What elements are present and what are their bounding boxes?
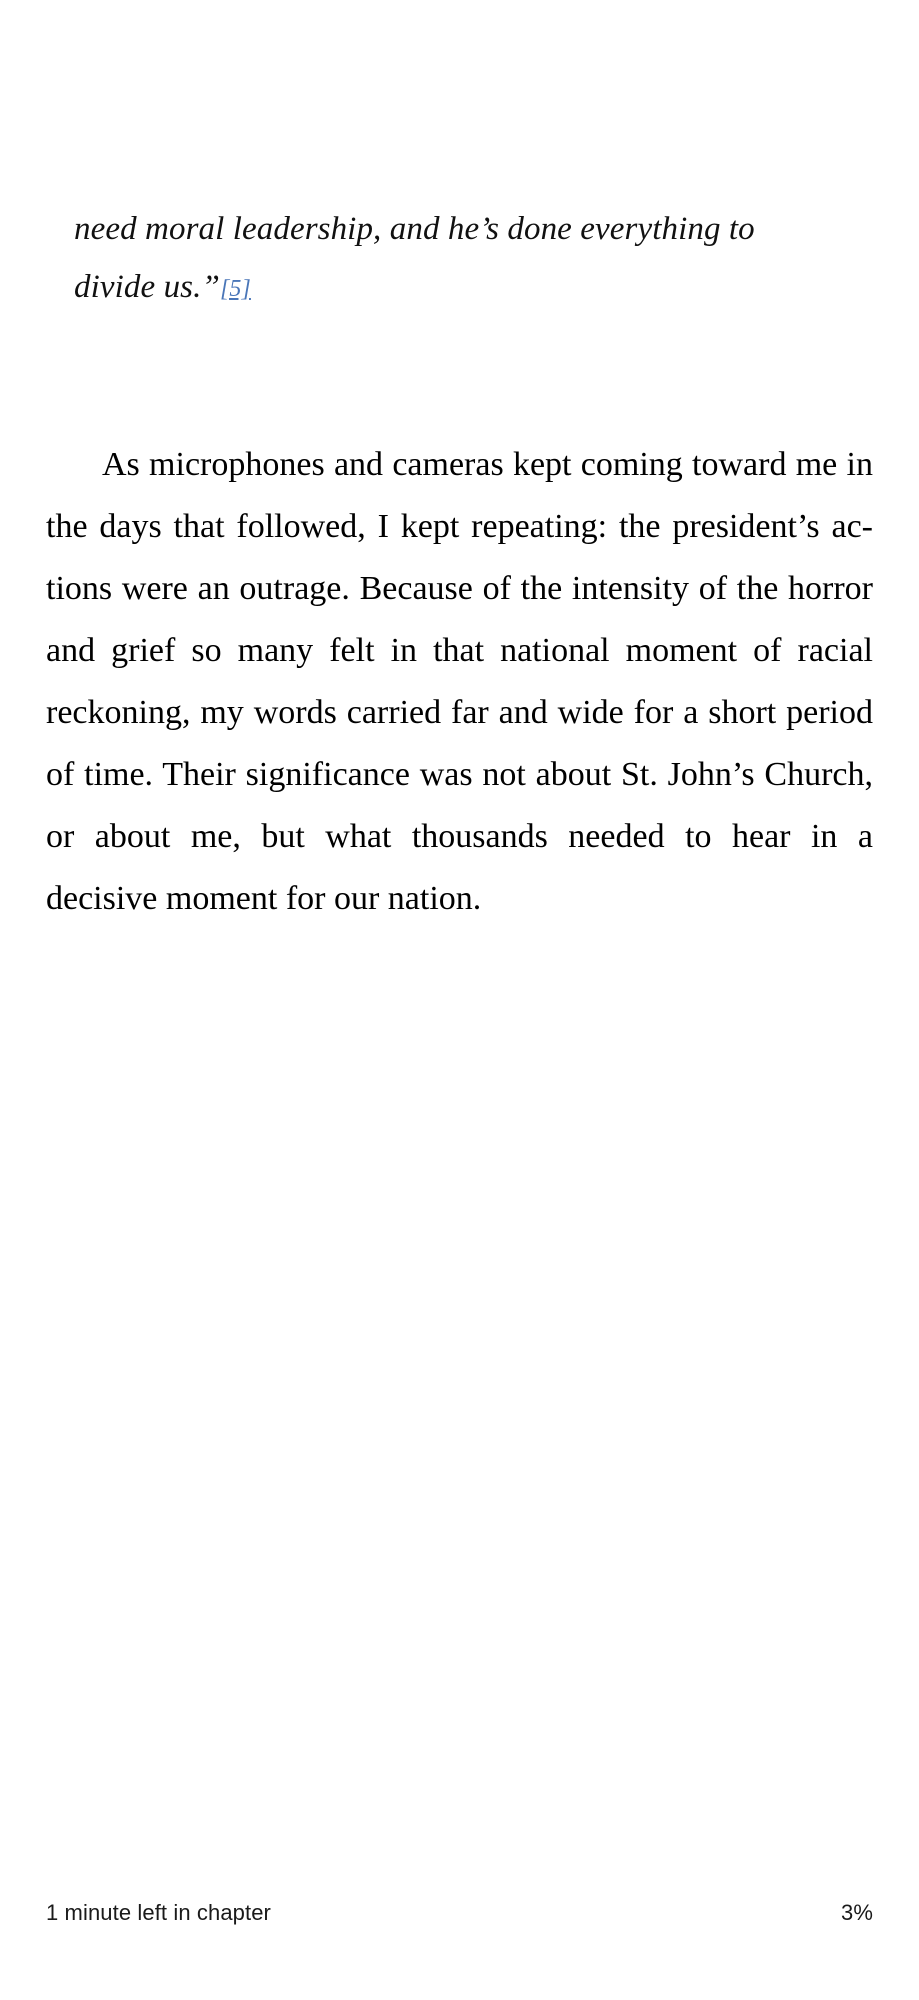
block-quote-text: need moral leadership, and he’s done everything to divide us.” (74, 211, 755, 305)
footnote-link-5[interactable]: [5] (219, 276, 251, 302)
time-left-label: 1 minute left in chapter (46, 1900, 271, 1925)
block-quote (74, 200, 774, 318)
status-bar (0, 1880, 919, 2000)
body-paragraph: As microphones and cameras kept coming toward me in the days that followed, I kept repeating: the president’s actions were an outrage. Because of the intensity of the horror and grief so many felt in that national moment of racial reckoning, my words carried far and wide for a short period of time. Their significance was not about St. John’s Church, or about me, but what thousands needed to hear in a decisive moment for our nation. (46, 446, 873, 917)
progress-percent-label: 3% (841, 1900, 873, 1925)
